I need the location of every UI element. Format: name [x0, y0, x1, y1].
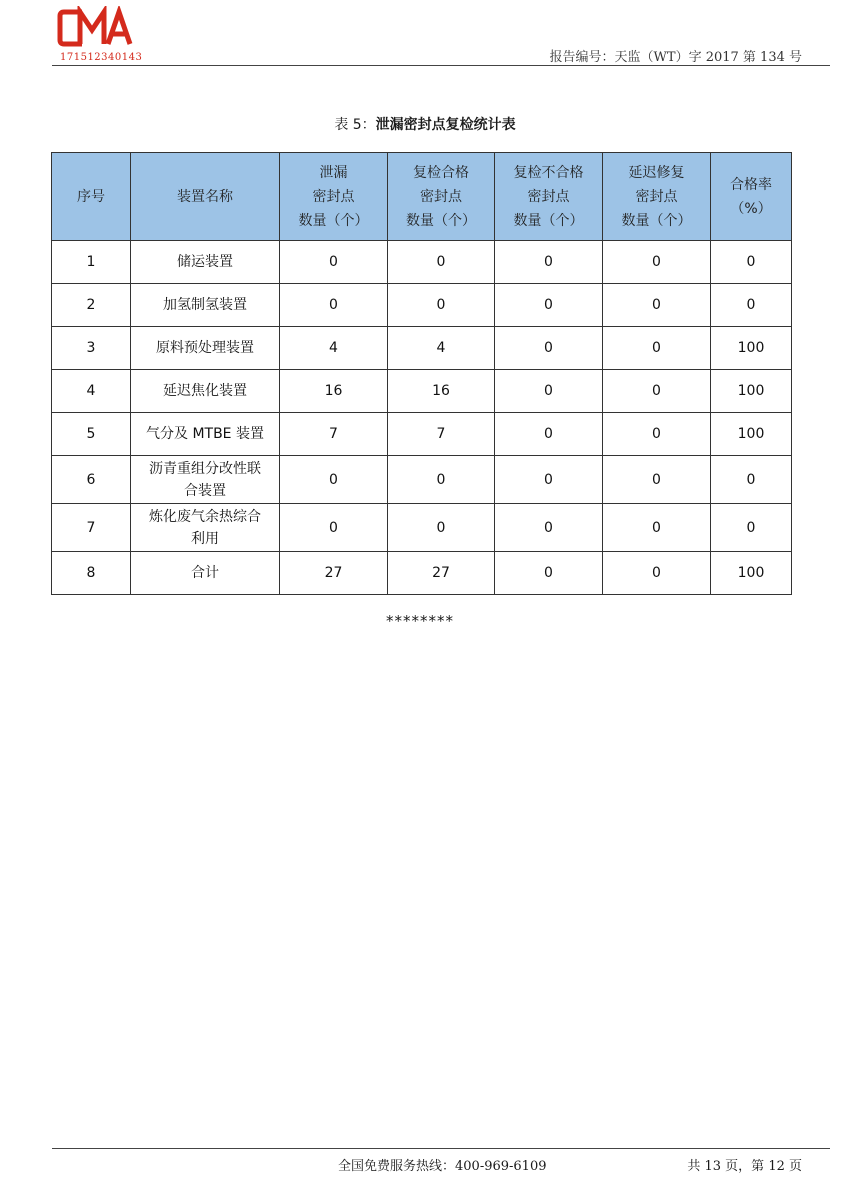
header-line: 复检合格	[413, 164, 469, 181]
header-divider	[52, 65, 830, 66]
device-name-cell	[131, 504, 280, 552]
device-name-line: 气分及 MTBE 装置	[146, 426, 264, 442]
pass-count-cell: 4	[388, 327, 495, 370]
row-no-cell: 5	[52, 413, 131, 456]
header-line: 密封点	[527, 188, 570, 205]
fail-count-cell: 0	[495, 241, 603, 284]
device-name-line: 沥青重组分改性联	[149, 460, 261, 477]
header-col-delay	[603, 153, 711, 241]
pass-count-cell: 0	[388, 456, 495, 504]
device-name-line: 加氢制氢装置	[163, 297, 247, 313]
header-line: 数量（个）	[298, 212, 369, 229]
header-col-pass	[388, 153, 495, 241]
table-body	[52, 241, 792, 595]
delay-count-cell: 0	[603, 241, 711, 284]
device-name-line: 储运装置	[177, 254, 233, 270]
header-line: 数量（个）	[513, 212, 584, 229]
header-col-no	[52, 153, 131, 241]
row-no-cell: 8	[52, 552, 131, 595]
device-name-cell	[131, 456, 280, 504]
row-no-cell: 6	[52, 456, 131, 504]
fail-count-cell: 0	[495, 552, 603, 595]
header-line: 序号	[77, 188, 105, 205]
table-row	[52, 504, 792, 552]
header-line: 泄漏	[319, 164, 348, 181]
device-name-line: 炼化废气余热综合	[149, 508, 261, 525]
fail-count-cell: 0	[495, 413, 603, 456]
pass-count-cell: 7	[388, 413, 495, 456]
table-row	[52, 413, 792, 456]
pass-rate-cell: 0	[711, 456, 792, 504]
cma-number: 171512340143	[60, 52, 143, 63]
report-number: 报告编号：天监（WT）字 2017 第 134 号	[549, 50, 802, 65]
delay-count-cell: 0	[603, 456, 711, 504]
row-no-cell: 7	[52, 504, 131, 552]
device-name-cell	[131, 370, 280, 413]
fail-count-cell: 0	[495, 284, 603, 327]
pass-count-cell: 0	[388, 241, 495, 284]
header-line: 密封点	[635, 188, 678, 205]
leak-count-cell: 0	[280, 284, 388, 327]
leak-recheck-table	[51, 152, 792, 595]
device-name-line: 合装置	[184, 482, 226, 499]
delay-count-cell: 0	[603, 370, 711, 413]
footer-page-info: 共 13 页，第 12 页	[687, 1159, 802, 1174]
header-col-name	[131, 153, 280, 241]
pass-rate-cell: 100	[711, 413, 792, 456]
header-line: 装置名称	[177, 188, 233, 205]
table-title-name: 泄漏密封点复检统计表	[375, 117, 516, 133]
header-line: 延迟修复	[628, 164, 685, 181]
leak-count-cell: 4	[280, 327, 388, 370]
header-col-leak	[280, 153, 388, 241]
fail-count-cell: 0	[495, 370, 603, 413]
device-name-line: 利用	[191, 530, 219, 547]
cma-mark-icon	[56, 6, 136, 50]
pass-rate-cell: 0	[711, 284, 792, 327]
delay-count-cell: 0	[603, 284, 711, 327]
delay-count-cell: 0	[603, 552, 711, 595]
leak-count-cell: 0	[280, 504, 388, 552]
leak-count-cell: 0	[280, 456, 388, 504]
header-col-fail	[495, 153, 603, 241]
device-name-cell	[131, 284, 280, 327]
table-row	[52, 552, 792, 595]
header-line: 数量（个）	[621, 212, 692, 229]
fail-count-cell: 0	[495, 456, 603, 504]
device-name-line: 原料预处理装置	[156, 340, 254, 356]
device-name-cell	[131, 327, 280, 370]
cma-logo	[56, 6, 142, 62]
device-name-line: 延迟焦化装置	[163, 383, 247, 399]
leak-count-cell: 16	[280, 370, 388, 413]
row-no-cell: 3	[52, 327, 131, 370]
row-no-cell: 4	[52, 370, 131, 413]
header-line: 密封点	[420, 188, 462, 205]
end-marker: ********	[386, 612, 454, 630]
pass-count-cell: 16	[388, 370, 495, 413]
delay-count-cell: 0	[603, 504, 711, 552]
leak-count-cell: 27	[280, 552, 388, 595]
header-line: 复检不合格	[513, 164, 584, 181]
pass-rate-cell: 0	[711, 241, 792, 284]
device-name-cell	[131, 413, 280, 456]
device-name-cell	[131, 241, 280, 284]
header-line: 密封点	[312, 188, 355, 205]
table-title	[0, 114, 850, 134]
row-no-cell: 1	[52, 241, 131, 284]
table-row	[52, 284, 792, 327]
footer-hotline: 全国免费服务热线：400-969-6109	[338, 1159, 547, 1174]
header-line: 数量（个）	[406, 212, 476, 229]
pass-rate-cell: 100	[711, 370, 792, 413]
header-line: 合格率	[730, 176, 772, 193]
table-row	[52, 327, 792, 370]
table-row	[52, 456, 792, 504]
pass-rate-cell: 100	[711, 327, 792, 370]
row-no-cell: 2	[52, 284, 131, 327]
table-header-row	[52, 153, 792, 241]
pass-count-cell: 0	[388, 284, 495, 327]
table-row	[52, 241, 792, 284]
header-line: （%）	[730, 200, 772, 217]
table-title-prefix: 表 5：	[334, 117, 376, 133]
device-name-line: 合计	[191, 565, 219, 581]
delay-count-cell: 0	[603, 413, 711, 456]
pass-rate-cell: 0	[711, 504, 792, 552]
table-row	[52, 370, 792, 413]
pass-count-cell: 27	[388, 552, 495, 595]
fail-count-cell: 0	[495, 327, 603, 370]
leak-count-cell: 0	[280, 241, 388, 284]
device-name-cell	[131, 552, 280, 595]
pass-rate-cell: 100	[711, 552, 792, 595]
footer-divider	[52, 1148, 830, 1149]
pass-count-cell: 0	[388, 504, 495, 552]
delay-count-cell: 0	[603, 327, 711, 370]
leak-count-cell: 7	[280, 413, 388, 456]
header-col-rate	[711, 153, 792, 241]
fail-count-cell: 0	[495, 504, 603, 552]
